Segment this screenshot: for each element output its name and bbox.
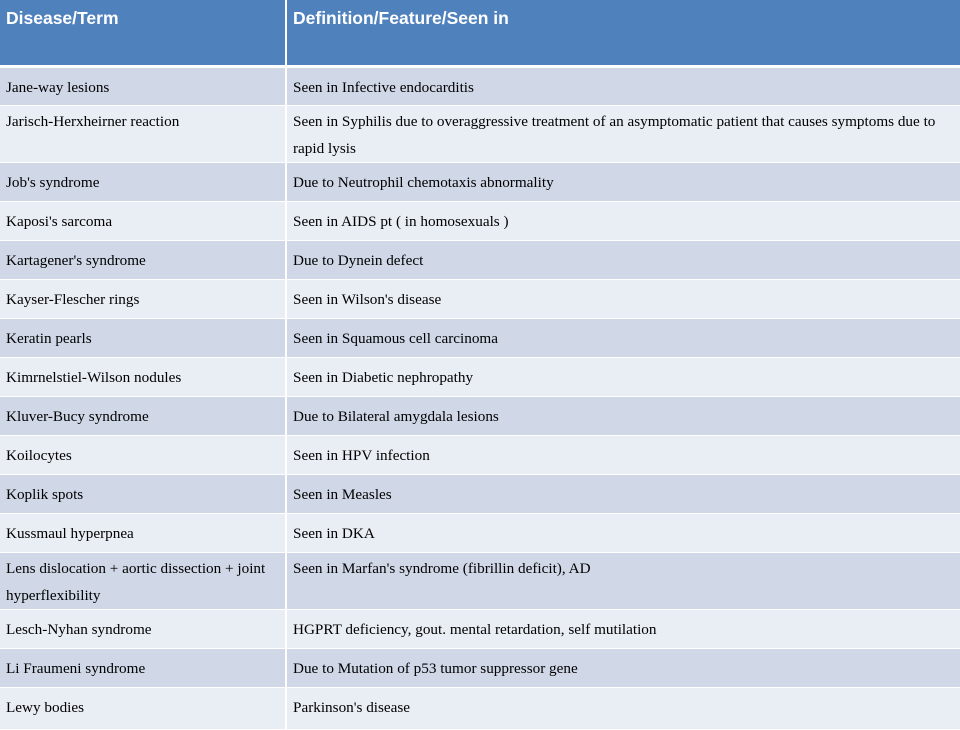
term-cell: Koilocytes [0, 435, 286, 474]
header-definition: Definition/Feature/Seen in [286, 0, 960, 66]
term-cell: Kayser-Flescher rings [0, 279, 286, 318]
table-row [0, 609, 960, 648]
definition-cell: Seen in Marfan's syndrome (fibrillin deficit), AD [286, 552, 960, 609]
term-cell: Li Fraumeni syndrome [0, 648, 286, 687]
definition-cell: Due to Dynein defect [286, 240, 960, 279]
table-row [0, 687, 960, 729]
term-cell: Lewy bodies [0, 687, 286, 729]
table-header [0, 0, 960, 66]
table-row [0, 162, 960, 201]
definition-cell: Seen in Diabetic nephropathy [286, 357, 960, 396]
definition-cell: Seen in DKA [286, 513, 960, 552]
table-row [0, 474, 960, 513]
term-cell: Kaposi's sarcoma [0, 201, 286, 240]
table-row [0, 435, 960, 474]
definition-cell: Seen in AIDS pt ( in homosexuals ) [286, 201, 960, 240]
table-row [0, 201, 960, 240]
term-cell: Kussmaul hyperpnea [0, 513, 286, 552]
definition-cell: Due to Neutrophil chemotaxis abnormality [286, 162, 960, 201]
term-cell: Koplik spots [0, 474, 286, 513]
table-row [0, 396, 960, 435]
header-row [0, 0, 960, 66]
term-cell: Keratin pearls [0, 318, 286, 357]
term-cell: Jane-way lesions [0, 66, 286, 105]
table-row [0, 105, 960, 162]
definition-cell: Seen in Squamous cell carcinoma [286, 318, 960, 357]
term-cell: Jarisch-Herxheirner reaction [0, 105, 286, 162]
definition-cell: Seen in HPV infection [286, 435, 960, 474]
definition-cell: Due to Bilateral amygdala lesions [286, 396, 960, 435]
table-row [0, 513, 960, 552]
term-cell: Job's syndrome [0, 162, 286, 201]
definition-cell: Seen in Infective endocarditis [286, 66, 960, 105]
definition-cell: HGPRT deficiency, gout. mental retardation, self mutilation [286, 609, 960, 648]
header-term: Disease/Term [0, 0, 286, 66]
definition-cell: Due to Mutation of p53 tumor suppressor gene [286, 648, 960, 687]
table-row [0, 648, 960, 687]
table-row [0, 318, 960, 357]
definition-cell: Seen in Syphilis due to overaggressive treatment of an asymptomatic patient that causes symptoms due to rapid lysis [286, 105, 960, 162]
definition-cell: Seen in Measles [286, 474, 960, 513]
term-cell: Kimrnelstiel-Wilson nodules [0, 357, 286, 396]
term-cell: Kartagener's syndrome [0, 240, 286, 279]
term-cell: Lesch-Nyhan syndrome [0, 609, 286, 648]
table-row [0, 357, 960, 396]
definition-cell: Seen in Wilson's disease [286, 279, 960, 318]
term-cell: Lens dislocation + aortic dissection + joint hyperflexibility [0, 552, 286, 609]
term-cell: Kluver-Bucy syndrome [0, 396, 286, 435]
table-row [0, 279, 960, 318]
table-row [0, 240, 960, 279]
table-row [0, 552, 960, 609]
table-body [0, 66, 960, 729]
definition-cell: Parkinson's disease [286, 687, 960, 729]
table-row [0, 66, 960, 105]
